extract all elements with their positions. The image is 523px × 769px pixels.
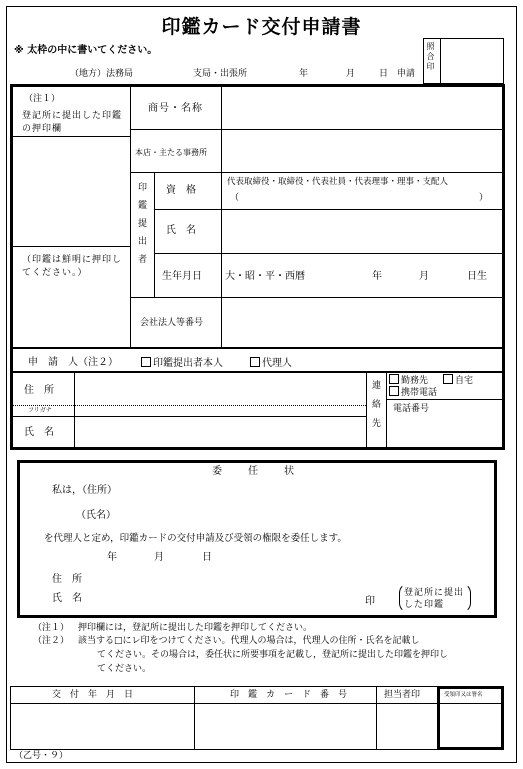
qualification-options: 代表取締役・取締役・代表社員・代表理事・理事・支配人 [227,177,449,187]
birth-day: 日生 [467,271,487,282]
office-prefix: （地方）法務局 [70,69,134,79]
proxy-title: 委 任 状 [212,466,296,477]
contact-vertical-label: 連絡先 [370,380,380,437]
issue-date-field[interactable] [11,704,193,749]
qualification-label: 資 格 [166,185,196,196]
instruction-text: ※ 太枠の中に書いてください。 [14,45,158,56]
submitter-name-label: 氏 名 [166,225,196,236]
birthdate-label: 生年月日 [162,271,202,282]
proxy-me-name: （氏名） [76,510,116,521]
proxy-seal-mark: 印 [365,596,375,607]
proxy-address-label: 住 所 [52,574,82,585]
proxy-address-field[interactable] [95,571,395,587]
proxy-me-name-field[interactable] [125,507,465,523]
proxy-me-addr: 私は，（住所） [52,485,117,496]
receipt-header: 受領印又は署名 [444,692,483,698]
note2-line2: てください。その場合は，委任状に所要事項を記載し，登記所に提出した印鑑を押印し [97,650,449,660]
qualification-field[interactable] [240,192,476,206]
head-office-label: 本店・主たる事務所 [135,148,207,157]
opt-self[interactable] [141,357,223,369]
checkbox-mobile[interactable] [389,386,399,396]
proxy-day: 日 [202,552,212,563]
opt-mobile-label: 携帯電話 [401,388,438,398]
opt-home-label: 自宅 [455,376,474,386]
proxy-statement: を代理人と定め，印鑑カードの交付申請及び受領の権限を委任します。 [44,533,347,544]
card-number-field[interactable] [195,704,375,749]
furigana-field[interactable] [75,406,365,416]
proxy-seal-note: 登記所に提出した印鑑 [404,588,465,610]
office-month: 月 [346,69,356,79]
trade-name-label: 商号・名称 [148,103,203,114]
seal-clear-note: （印鑑は鮮明に押印してください。） [22,255,123,278]
checkbox-self[interactable] [141,357,151,367]
verify-stamp-box [423,38,504,84]
staff-seal-field[interactable] [377,704,436,749]
address-label: 住 所 [24,385,54,396]
qualification-paren-open: （ [230,193,240,203]
submitter-name-field[interactable] [222,210,501,253]
proxy-name-label: 氏 名 [52,593,82,604]
opt-work-label: 勤務先 [401,376,429,386]
office-day: 日 [379,69,389,79]
furigana-label: フリガナ [28,407,52,414]
office-branch: 支局・出張所 [193,69,248,79]
opt-home[interactable] [443,374,473,386]
receipt-box[interactable] [437,686,504,750]
person-name-field[interactable] [75,417,365,447]
proxy-me-addr-field[interactable] [125,482,465,498]
staff-header: 担当者印 [384,690,421,700]
head-office-field[interactable] [222,130,501,172]
note2-line3: てください。 [97,664,152,674]
birth-year: 年 [372,271,382,282]
note2-line1: 該当する□にレ印をつけてください。代理人の場合は，代理人の住所・氏名を記載し [78,636,420,646]
checkbox-work[interactable] [389,374,399,384]
note1-prefix: （注１） [33,623,70,633]
card-number-header: 印 鑑 カ ー ド 番 号 [230,690,348,700]
office-apply: 申請 [397,69,416,79]
phone-field[interactable] [388,416,500,446]
issue-date-header: 交 付 年 月 日 [52,690,134,700]
proxy-month: 月 [154,552,164,563]
birth-month: 月 [419,271,429,282]
opt-mobile[interactable] [389,386,437,398]
seal-impression-area[interactable] [16,138,128,246]
opt-self-label: 印鑑提出者本人 [153,358,223,369]
checkbox-home[interactable] [443,374,453,384]
verify-stamp-label: 照合印 [426,42,435,72]
opt-agent[interactable] [250,357,292,369]
opt-agent-label: 代理人 [262,358,292,369]
seal-area-label: 登記所に提出した印鑑の押印欄 [22,111,123,134]
phone-label: 電話番号 [393,404,430,414]
qualification-paren-close: ） [479,193,489,203]
submitter-vertical-label: 印鑑提出者 [136,182,146,272]
proxy-name-field[interactable] [95,590,355,606]
person-name-label: 氏 名 [24,427,54,438]
applicant-label: 申 請 人（注２） [28,357,118,368]
note2-prefix: （注２） [33,636,70,646]
note1-label: （注１） [24,94,61,104]
note1-text: 押印欄には，登記所に提出した印鑑を押印してください。 [78,623,313,633]
proxy-year: 年 [107,552,117,563]
address-field[interactable] [75,372,365,404]
corp-number-label: 会社法人等番号 [140,318,204,328]
form-code: （乙号・９） [14,751,69,761]
checkbox-agent[interactable] [250,357,260,367]
corp-number-field[interactable] [222,298,501,347]
office-year: 年 [299,69,309,79]
form-title: 印鑑カード交付申請書 [161,16,362,38]
opt-work[interactable] [389,374,428,386]
era-options: 大・昭・平・西暦 [225,271,305,282]
trade-name-field[interactable] [222,88,501,129]
